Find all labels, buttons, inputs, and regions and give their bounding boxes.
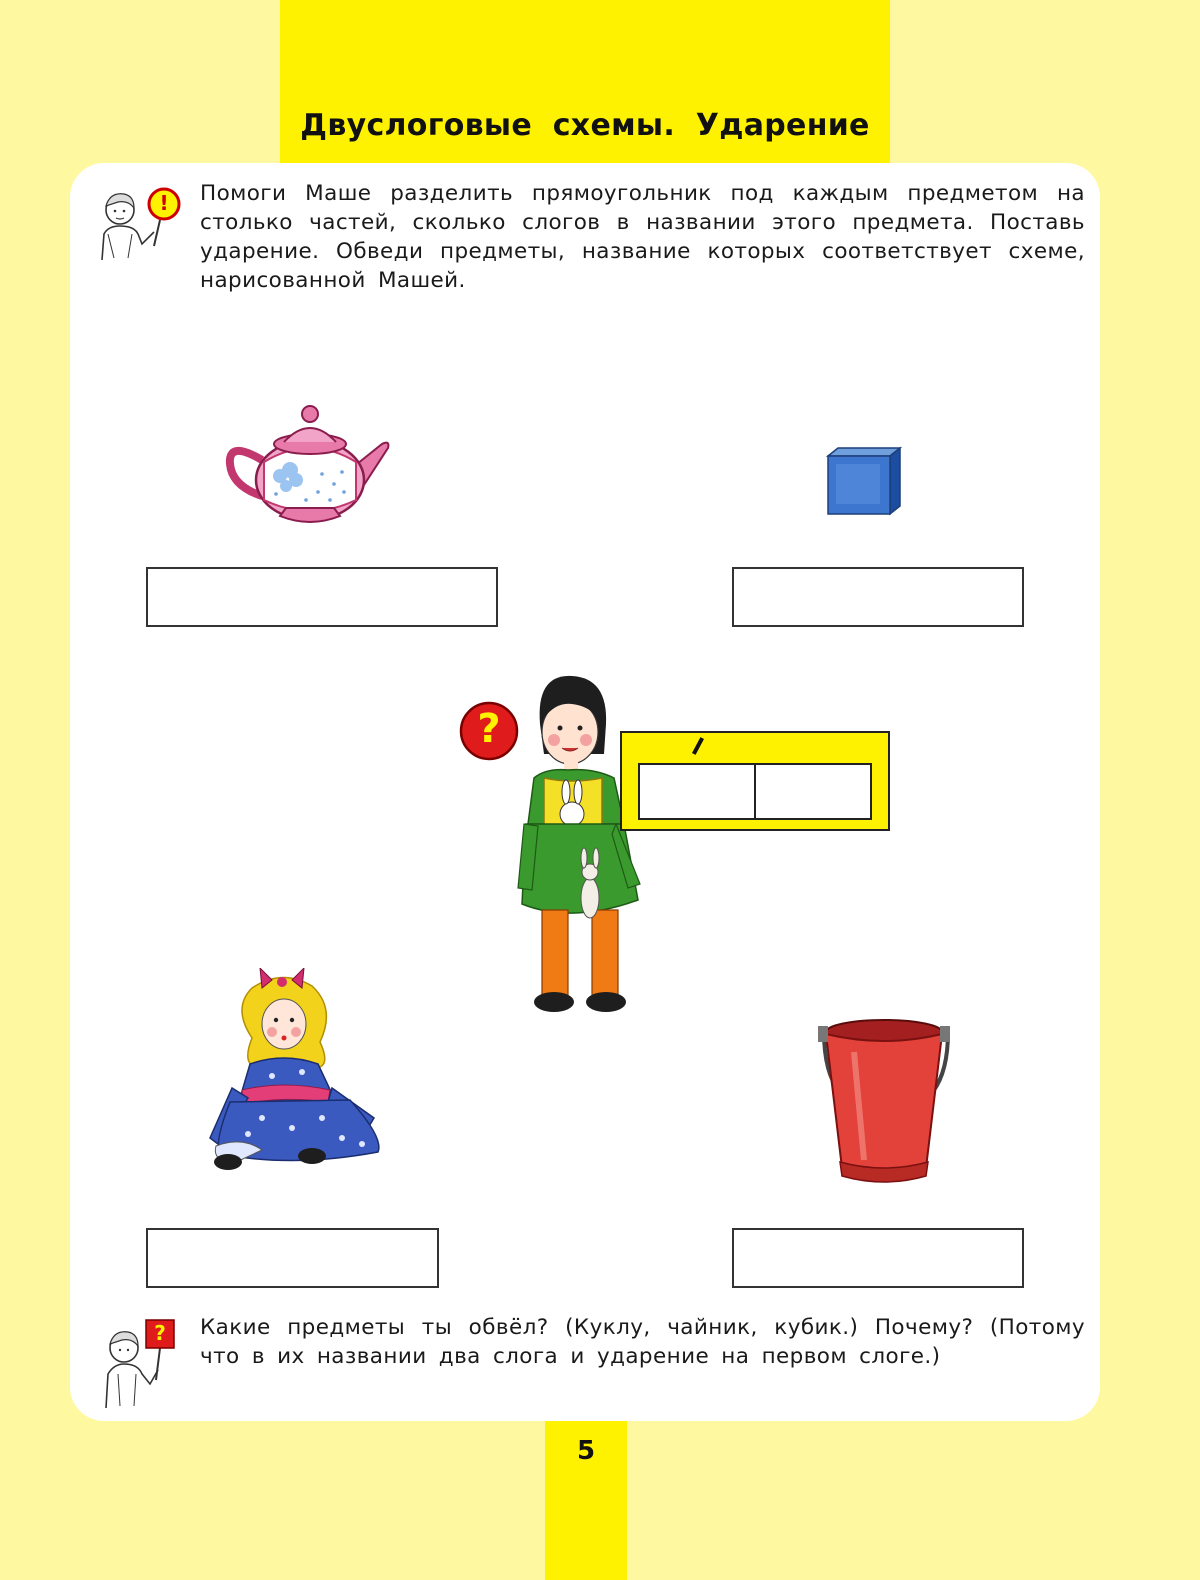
masha-syllable-scheme <box>620 731 890 831</box>
scheme-syllable-1 <box>638 763 756 820</box>
page-number: 5 <box>576 1436 596 1466</box>
masha-girl-icon <box>516 674 656 1024</box>
question-badge-mark: ? <box>477 706 501 752</box>
question-text: Какие предметы ты обвёл? (Куклу, чайник, кубик.) Почему? (Потому что в их названии два слога и ударение на первом слоге.) <box>200 1315 1085 1369</box>
page-title: Двуслоговые схемы. Ударение <box>300 108 870 143</box>
doll-icon <box>202 968 394 1174</box>
boy-exclamation-icon <box>88 184 188 260</box>
cube-icon <box>826 446 902 518</box>
stress-mark <box>692 737 704 755</box>
task-instruction: Помоги Маше разделить прямоугольник под каждым предметом на столько частей, сколько слогов в названии этого предмета. Поставь ударение. Обведи предметы, название которых соответствует схеме, нарисованной Машей. <box>200 181 1085 293</box>
answer-box-bucket[interactable] <box>732 1228 1024 1288</box>
answer-box-doll[interactable] <box>146 1228 439 1288</box>
question-sign-mark: ? <box>154 1321 166 1345</box>
scheme-syllable-2 <box>754 763 872 820</box>
teapot-icon <box>222 404 394 526</box>
top-yellow-band <box>280 0 890 175</box>
answer-box-teapot[interactable] <box>146 567 498 627</box>
exclamation-mark: ! <box>159 191 169 215</box>
answer-box-cube[interactable] <box>732 567 1024 627</box>
bucket-icon <box>814 1012 960 1186</box>
